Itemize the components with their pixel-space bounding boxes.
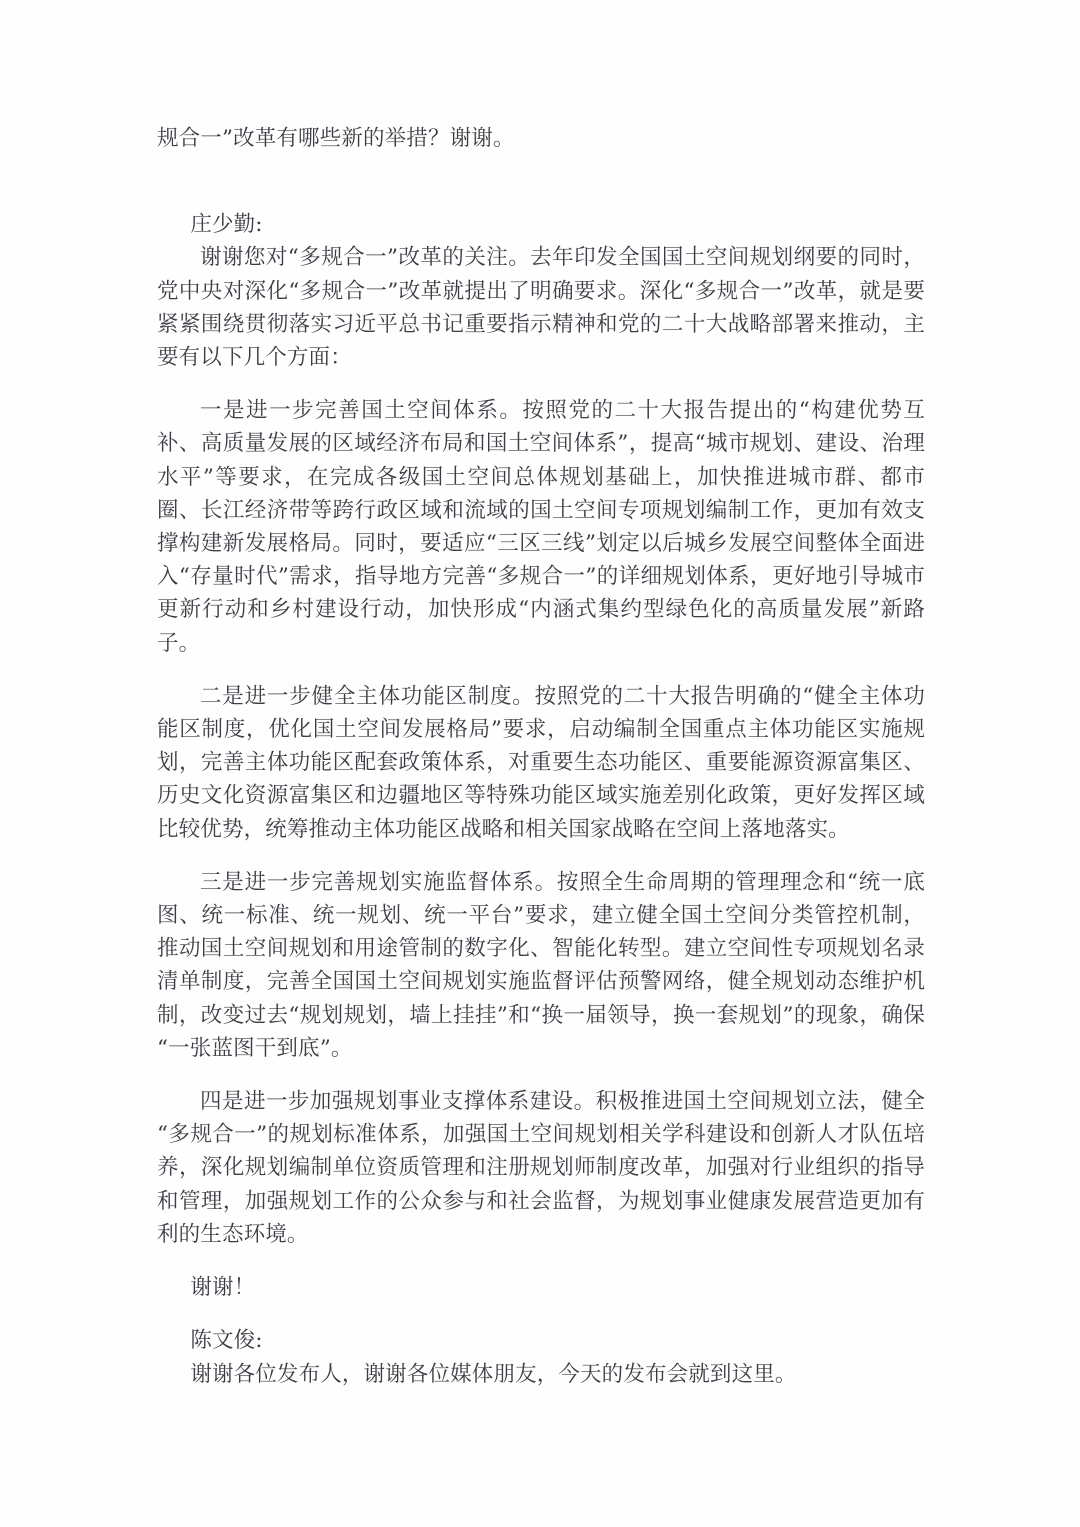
paragraph-point-two: 二是进一步健全主体功能区制度。按照党的二十大报告明确的“健全主体功能区制度，优化国土空间发展格局”要求，启动编制全国重点主体功能区实施规划，完善主体功能区配套政策体系，对重要生态功能区、重要能源资源富集区、历史文化资源富集区和边疆地区等特殊功能区域实施差别化政策，更好发挥区域比较优势，统筹推动主体功能区战略和相关国家战略在空间上落地落实。 [157,683,925,842]
speaker-name-zhuang-shaoqin: 庄少勤: [190,212,263,238]
spacer [157,1251,925,1271]
paragraph-thanks: 谢谢！ [190,1275,256,1301]
spacer [157,660,925,680]
spacer [157,155,925,208]
paragraph-point-three: 三是进一步完善规划实施监督体系。按照全生命周期的管理理念和“统一底图、统一标准、统一规划、统一平台”要求，建立健全国土空间分类管控机制，推动国土空间规划和用途管制的数字化、智能化转型。建立空间性专项规划名录清单制度，完善全国国土空间规划实施监督评估预警网络，健全规划动态维护机制，改变过去“规划规划，墙上挂挂”和“换一届领导，换一套规划”的现象，确保“一张蓝图干到底”。 [157,869,925,1061]
continuation-line: 规合一”改革有哪些新的举措？谢谢。 [157,126,515,151]
spacer [157,846,925,866]
paragraph-point-four: 四是进一步加强规划事业支撑体系建设。积极推进国土空间规划立法，健全“多规合一”的规划标准体系，加强国土空间规划相关学科建设和创新人才队伍培养，深化规划编制单位资质管理和注册规划师制度改革，加强对行业组织的指导和管理，加强规划工作的公众参与和社会监督，为规划事业健康发展营造更加有利的生态环境。 [157,1089,925,1247]
text-column [157,122,925,1391]
spacer [157,1065,925,1085]
spacer [157,1304,925,1324]
speaker-name-chen-wenjun: 陈文俊: [190,1328,263,1354]
paragraph-closing-remarks: 谢谢各位发布人，谢谢各位媒体朋友，今天的发布会就到这里。 [190,1361,797,1387]
paragraph-intro: 谢谢您对“多规合一”改革的关注。去年印发全国国土空间规划纲要的同时，党中央对深化“多规合一”改革就提出了明确要求。深化“多规合一”改革，就是要紧紧围绕贯彻落实习近平总书记重要指示精神和党的二十大战略部署来推动，主要有以下几个方面： [157,245,925,371]
paragraph-point-one: 一是进一步完善国土空间体系。按照党的二十大报告提出的“构建优势互补、高质量发展的区域经济布局和国土空间体系”，提高“城市规划、建设、治理水平”等要求，在完成各级国土空间总体规划基础上，加快推进城市群、都市圈、长江经济带等跨行政区域和流域的国土空间专项规划编制工作，更加有效支撑构建新发展格局。同时，要适应“三区三线”划定以后城乡发展空间整体全面进入“存量时代”需求，指导地方完善“多规合一”的详细规划体系，更好地引导城市更新行动和乡村建设行动，加快形成“内涵式集约型绿色化的高质量发展”新路子。 [157,398,925,656]
spacer [157,374,925,394]
